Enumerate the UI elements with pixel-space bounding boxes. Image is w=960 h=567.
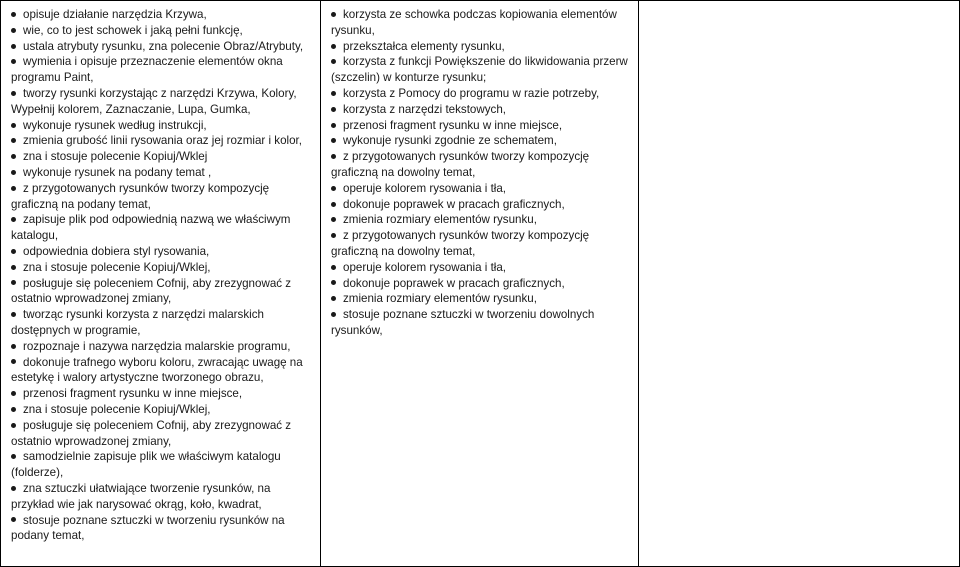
bullet-icon (331, 233, 336, 238)
bullet-icon (11, 344, 16, 349)
bullet-icon (11, 170, 16, 175)
list-item-text: wie, co to jest schowek i jaką pełni funkcję, (23, 23, 243, 37)
list-item-text: tworzy rysunki korzystając z narzędzi Krzywa, Kolory, Wypełnij kolorem, Zaznaczanie, Lupa, Gumka, (11, 86, 297, 116)
list-item (11, 260, 310, 276)
list-item (11, 23, 310, 39)
list-item-text: wykonuje rysunki zgodnie ze schematem, (343, 134, 557, 148)
bullet-icon (11, 265, 16, 270)
bullet-icon (331, 296, 336, 301)
list-item (11, 54, 310, 86)
list-item (11, 118, 310, 134)
bullet-icon (11, 359, 16, 364)
list-item-text: zna i stosuje polecenie Kopiuj/Wklej, (23, 402, 211, 416)
list-item (331, 197, 628, 213)
list-item (11, 481, 310, 513)
list-item-text: stosuje poznane sztuczki w tworzeniu rysunków na podany temat, (11, 513, 285, 543)
list-item (11, 402, 310, 418)
list-item-text: tworząc rysunki korzysta z narzędzi malarskich dostępnych w programie, (11, 308, 264, 337)
bullet-icon (331, 202, 336, 207)
bullet-icon (11, 454, 16, 459)
list-item (331, 307, 628, 339)
bullet-icon (11, 517, 16, 522)
list-item (331, 102, 628, 118)
list-item (331, 260, 628, 276)
bullet-icon (11, 12, 16, 17)
list-item-text: opisuje działanie narzędzia Krzywa, (23, 8, 207, 21)
bullet-icon (331, 138, 336, 143)
table-column-3 (639, 1, 959, 566)
bullet-icon (11, 391, 16, 396)
list-item (331, 118, 628, 134)
list-item (11, 244, 310, 260)
requirements-list-1 (11, 7, 310, 544)
bullet-icon (11, 217, 16, 222)
list-item (11, 276, 310, 308)
list-item-text: zmienia rozmiary elementów rysunku, (343, 213, 537, 227)
list-item-text: przenosi fragment rysunku w inne miejsce, (23, 387, 243, 401)
bullet-icon (11, 486, 16, 491)
list-item-text: operuje kolorem rysowania i tła, (343, 260, 507, 274)
list-item (331, 149, 628, 181)
list-item-text: operuje kolorem rysowania i tła, (343, 181, 507, 195)
list-item-text: zna i stosuje polecenie Kopiuj/Wklej, (23, 260, 211, 274)
list-item-text: dokonuje poprawek w pracach graficznych, (343, 276, 565, 290)
list-item-text: odpowiednia dobiera styl rysowania, (23, 244, 210, 258)
list-item (11, 355, 310, 387)
list-item-text: korzysta ze schowka podczas kopiowania elementów rysunku, (331, 8, 617, 37)
list-item-text: dokonuje poprawek w pracach graficznych, (343, 197, 565, 211)
list-item-text: dokonuje trafnego wyboru koloru, zwracając uwagę na estetykę i walory artystyczne tworzonego obrazu, (11, 355, 303, 385)
bullet-icon (331, 91, 336, 96)
list-item (11, 133, 310, 149)
list-item (11, 181, 310, 213)
list-item-text: zna i stosuje polecenie Kopiuj/Wklej (23, 150, 208, 164)
list-item (11, 86, 310, 118)
bullet-icon (11, 123, 16, 128)
list-item-text: zna sztuczki ułatwiające tworzenie rysunków, na przykład wie jak narysować okrąg, koło, kwadrat, (11, 481, 271, 511)
requirements-list-2 (331, 7, 628, 339)
bullet-icon (331, 107, 336, 112)
bullet-icon (331, 123, 336, 128)
list-item (331, 39, 628, 55)
list-item-text: posługuje się poleceniem Cofnij, aby zrezygnować z ostatnio wprowadzonej zmiany, (11, 276, 292, 306)
list-item-text: wykonuje rysunek na podany temat , (23, 165, 212, 179)
bullet-icon (11, 249, 16, 254)
bullet-icon (11, 407, 16, 412)
bullet-icon (11, 312, 16, 317)
list-item (331, 212, 628, 228)
list-item (11, 149, 310, 165)
bullet-icon (331, 154, 336, 159)
list-item-text: przekształca elementy rysunku, (343, 39, 505, 53)
list-item-text: zmienia grubość linii rysowania oraz jej rozmiar i kolor, (23, 134, 302, 148)
list-item (331, 54, 628, 86)
list-item (11, 307, 310, 339)
bullet-icon (11, 186, 16, 191)
bullet-icon (331, 59, 336, 64)
list-item-text: z przygotowanych rysunków tworzy kompozycję graficzną na dowolny temat, (331, 150, 590, 179)
list-item (11, 339, 310, 355)
list-item (11, 513, 310, 545)
table-column-2 (321, 1, 639, 566)
list-item-text: z przygotowanych rysunków tworzy kompozycję graficzną na podany temat, (11, 181, 270, 211)
list-item-text: wymienia i opisuje przeznaczenie elementów okna programu Paint, (11, 55, 283, 85)
list-item (11, 386, 310, 402)
list-item (331, 228, 628, 260)
bullet-icon (11, 280, 16, 285)
bullet-icon (11, 28, 16, 33)
list-item (331, 133, 628, 149)
list-item-text: posługuje się poleceniem Cofnij, aby zrezygnować z ostatnio wprowadzonej zmiany, (11, 418, 292, 448)
bullet-icon (331, 280, 336, 285)
list-item-text: korzysta z narzędzi tekstowych, (343, 102, 507, 116)
list-item-text: stosuje poznane sztuczki w tworzeniu dowolnych rysunków, (331, 308, 595, 337)
list-item-text: zmienia rozmiary elementów rysunku, (343, 292, 537, 306)
bullet-icon (331, 217, 336, 222)
bullet-icon (331, 312, 336, 317)
list-item (11, 449, 310, 481)
bullet-icon (11, 423, 16, 428)
bullet-icon (331, 265, 336, 270)
list-item-text: wykonuje rysunek według instrukcji, (23, 118, 207, 132)
list-item (11, 39, 310, 55)
list-item-text: korzysta z Pomocy do programu w razie potrzeby, (343, 86, 600, 100)
list-item (331, 276, 628, 292)
list-item (11, 165, 310, 181)
list-item (331, 291, 628, 307)
table-column-1 (1, 1, 321, 566)
list-item-text: korzysta z funkcji Powiększenie do likwidowania przerw (szczelin) w konturze rysunku; (331, 55, 628, 85)
list-item (11, 7, 310, 23)
list-item-text: ustala atrybuty rysunku, zna polecenie Obraz/Atrybuty, (23, 39, 304, 53)
bullet-icon (11, 91, 16, 96)
bullet-icon (331, 186, 336, 191)
bullet-icon (11, 154, 16, 159)
bullet-icon (11, 138, 16, 143)
bullet-icon (11, 44, 16, 49)
list-item (331, 7, 628, 39)
bullet-icon (331, 44, 336, 49)
list-item (11, 418, 310, 450)
list-item (331, 181, 628, 197)
list-item-text: z przygotowanych rysunków tworzy kompozycję graficzną na dowolny temat, (331, 229, 590, 258)
bullet-icon (331, 12, 336, 17)
list-item-text: przenosi fragment rysunku w inne miejsce, (343, 118, 563, 132)
list-item-text: samodzielnie zapisuje plik we właściwym katalogu (folderze), (11, 450, 281, 480)
list-item (331, 86, 628, 102)
bullet-icon (11, 59, 16, 64)
list-item-text: zapisuje plik pod odpowiednią nazwą we właściwym katalogu, (11, 213, 291, 243)
list-item (11, 212, 310, 244)
list-item-text: rozpoznaje i nazywa narzędzia malarskie programu, (23, 339, 291, 353)
